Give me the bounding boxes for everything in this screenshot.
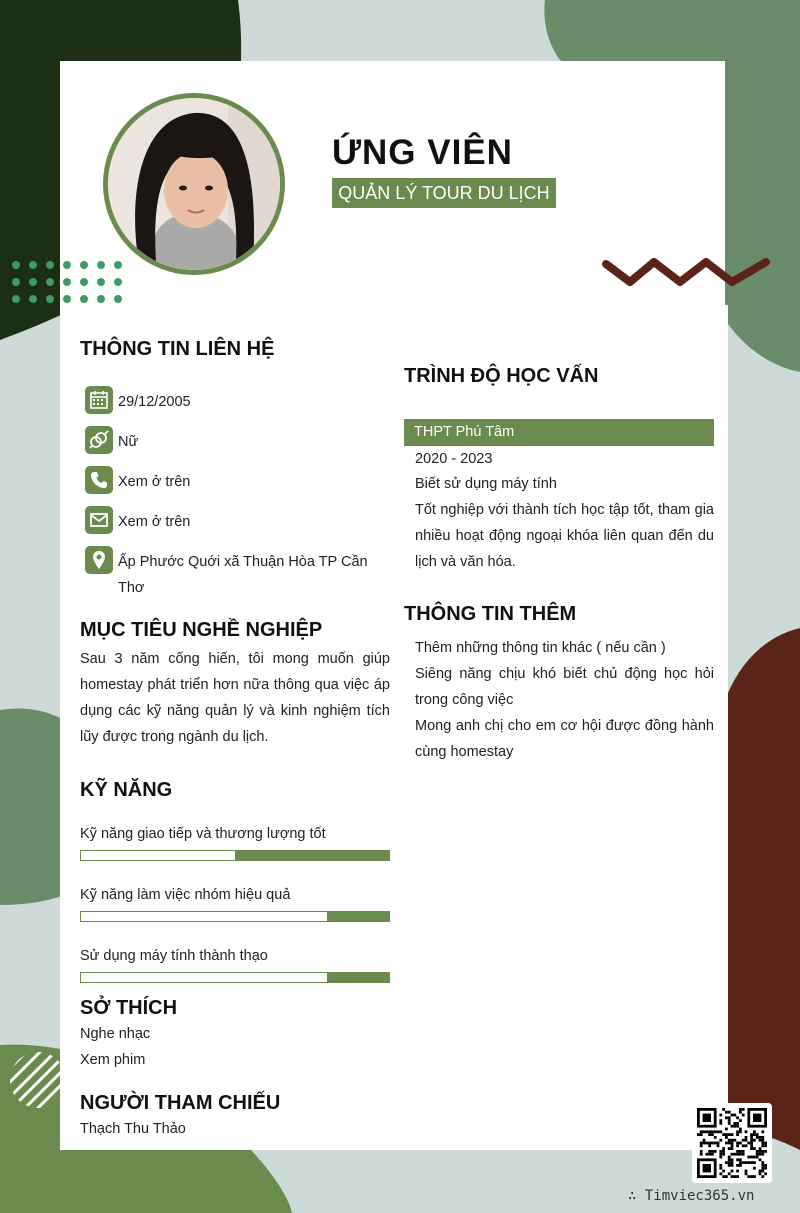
avatar (103, 93, 285, 275)
skill-label: Sử dụng máy tính thành thạo (80, 948, 268, 964)
contact-phone: Xem ở trên (118, 474, 191, 490)
zigzag-decoration (600, 252, 775, 292)
education-school: THPT Phú Tâm (404, 419, 714, 446)
skill-bar-fill (327, 973, 389, 982)
education-heading: TRÌNH ĐỘ HỌC VẤN (404, 365, 599, 387)
gender-icon (85, 426, 113, 454)
reference-item: Thạch Thu Thảo (80, 1121, 186, 1137)
hobbies-heading: SỞ THÍCH (80, 997, 178, 1019)
education-major: Biết sử dụng máy tính (415, 476, 557, 492)
skills-heading: KỸ NĂNG (80, 779, 173, 801)
job-title-badge: QUẢN LÝ TOUR DU LỊCH (332, 178, 556, 208)
contact-birthdate: 29/12/2005 (118, 394, 191, 410)
education-description: Tốt nghiệp với thành tích học tập tốt, tham gia nhiều hoạt động ngoại khóa liên quan đến du lịch và văn hóa. (415, 502, 714, 570)
qr-code (692, 1103, 772, 1183)
extra-line: Thêm những thông tin khác ( nếu cần ) (415, 640, 666, 656)
watermark: ∴ Timviec365.vn (628, 1188, 755, 1204)
candidate-name: ỨNG VIÊN (332, 133, 513, 172)
skill-label: Kỹ năng làm việc nhóm hiệu quả (80, 887, 291, 903)
skill-bar-fill (235, 851, 389, 860)
phone-icon (85, 466, 113, 494)
extra-heading: THÔNG TIN THÊM (404, 603, 577, 625)
references-heading: NGƯỜI THAM CHIẾU (80, 1092, 281, 1114)
extra-line: Mong anh chị cho em cơ hội được đồng hành cùng homestay (415, 718, 714, 760)
objective-text: Sau 3 năm cống hiến, tôi mong muốn giúp homestay phát triển hơn nữa thông qua việc áp dụng các kỹ năng quản lý và kinh nghiệm tích lũy được trong ngành du lịch. (80, 651, 390, 745)
hobby-item: Xem phim (80, 1052, 146, 1068)
skill-bar (80, 850, 390, 861)
location-pin-icon (85, 546, 113, 574)
skill-bar (80, 911, 390, 922)
extra-line: Siêng năng chịu khó biết chủ động học hỏi trong công việc (415, 666, 714, 708)
contact-heading: THÔNG TIN LIÊN HỆ (80, 338, 275, 360)
portrait-photo (108, 98, 280, 270)
skill-label: Kỹ năng giao tiếp và thương lượng tốt (80, 826, 326, 842)
dots-pattern (8, 258, 128, 308)
contact-email: Xem ở trên (118, 514, 191, 530)
hobby-item: Nghe nhạc (80, 1026, 151, 1042)
education-period: 2020 - 2023 (415, 451, 493, 467)
skill-bar (80, 972, 390, 983)
skill-bar-fill (327, 912, 389, 921)
email-icon (85, 506, 113, 534)
contact-gender: Nữ (118, 434, 139, 450)
objective-heading: MỤC TIÊU NGHỀ NGHIỆP (80, 619, 323, 641)
calendar-icon (85, 386, 113, 414)
card-edge (725, 305, 728, 1150)
contact-address: Ấp Phước Quới xã Thuận Hòa TP Cần Thơ (118, 554, 368, 596)
